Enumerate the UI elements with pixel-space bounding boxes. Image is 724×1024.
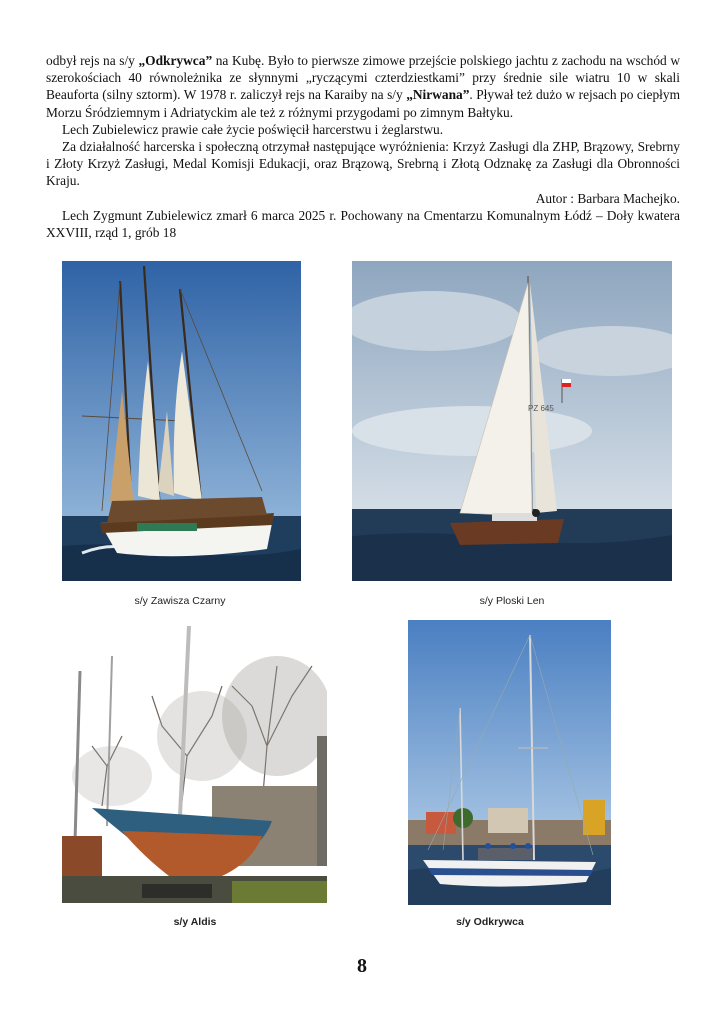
article-text: [46, 52, 680, 241]
text-run: . Pływał też dużo w rejsach po ciepłym Morzu Śródziemnym i Adriatyckim ale też z różnymi przygodami po zimnym Bałtyku.: [46, 87, 680, 120]
caption-zawisza-czarny: s/y Zawisza Czarny: [134, 595, 226, 607]
paragraph-voyages: [46, 52, 680, 121]
sail-number: PZ 645: [528, 404, 554, 413]
paragraph-burial: Lech Zygmunt Zubielewicz zmarł 6 marca 2025 r. Pochowany na Cmentarzu Komunalnym Łódź – Doły kwatera XXVIII, rząd 1, grób 18: [46, 207, 680, 241]
page-number: 8: [357, 955, 367, 977]
photo-odkrywca: [408, 620, 611, 905]
caption-odkrywca: s/y Odkrywca: [456, 916, 524, 928]
caption-aldis: s/y Aldis: [173, 916, 217, 928]
yacht-name-nirwana: „Nirwana”: [406, 87, 470, 103]
author-line: Autor : Barbara Machejko.: [535, 190, 680, 206]
photo-aldis: [62, 626, 327, 903]
text-run: na Kubę. Było to pierwsze zimowe przejście polskiego jachtu z zachodu na wschód w szerokościach 40 równoleżnika ze słynnymi „ryczącymi czterdziestkami” przy średnie sile wiatru 10 w skali Beauforta (silny sztorm). W 1978 r. zaliczył rejs na Karaiby na s/y: [46, 53, 681, 103]
photo-zawisza-czarny: [62, 261, 301, 581]
text-run: odbył rejs na s/y: [46, 53, 139, 68]
photo-ploski-len: [352, 261, 672, 581]
yacht-name-odkrywca: „Odkrywca”: [138, 53, 213, 68]
paragraph-life: Lech Zubielewicz prawie całe życie poświęcił harcerstwu i żeglarstwu.: [62, 121, 444, 137]
paragraph-awards: Za działalność harcerska i społeczną otrzymał następujące wyróżnienia: Krzyż Zasługi dla ZHP, Brązowy, Srebrny i Złoty Krzyż Zasługi, Medal Komisji Edukacji, oraz Brązową, Srebrną i Złotą Odznakę za Zasługi dla Obronności Kraju.: [46, 139, 680, 189]
caption-ploski-len: s/y Ploski Len: [479, 595, 545, 607]
